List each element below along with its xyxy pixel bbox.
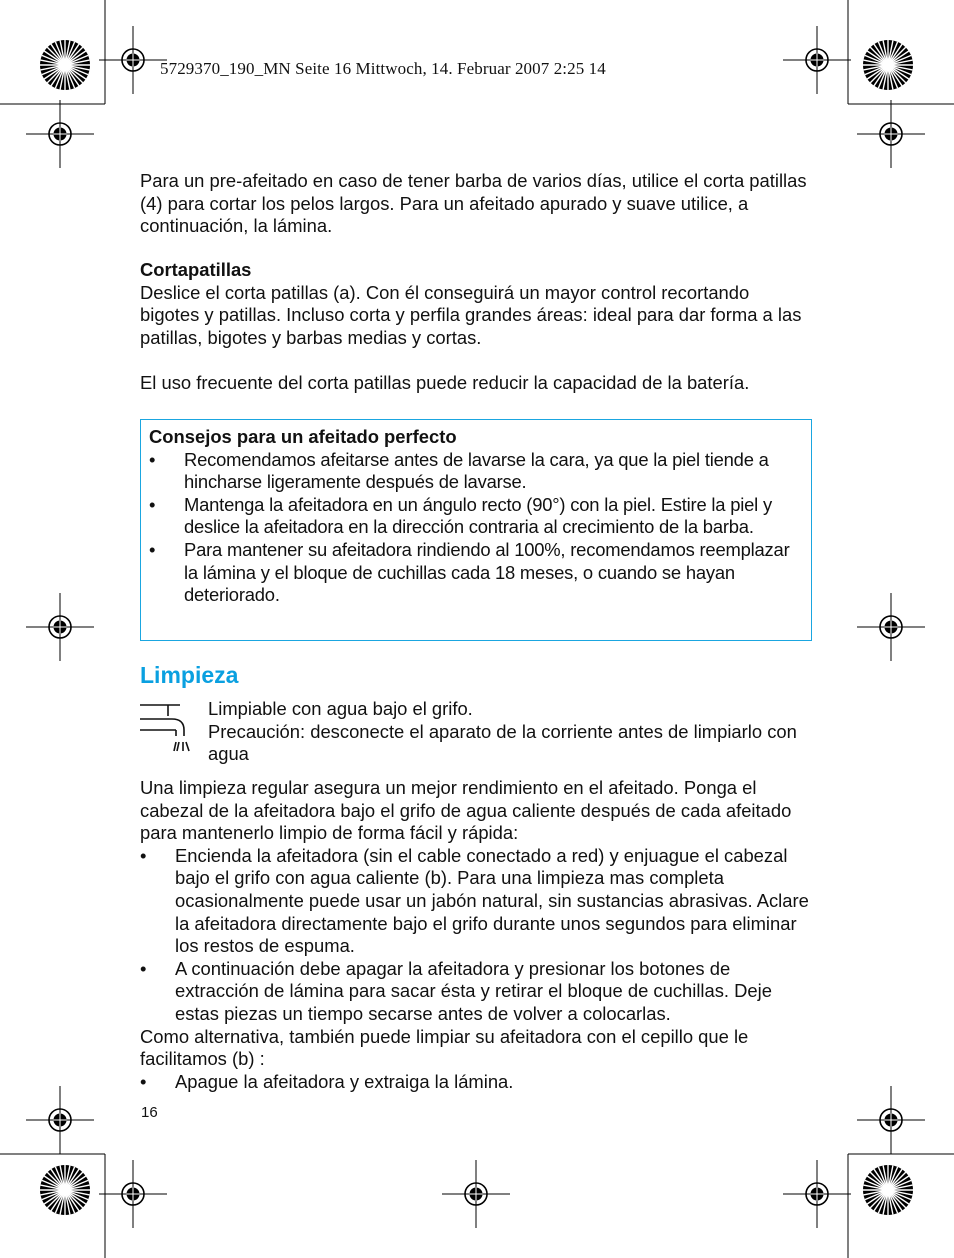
list-item [149, 449, 805, 494]
list-item [140, 1071, 812, 1094]
tap-line-2: Precaución: desconecte el aparato de la corriente antes de limpiarlo con agua [208, 720, 797, 765]
cleaning-paragraph: Una limpieza regular asegura un mejor rendimiento en el afeitado. Ponga el cabezal de la afeitadora bajo el grifo de agua caliente después de cada afeitado para mantenerlo limpio de forma fácil y rápida: [140, 777, 792, 844]
tip-text: Mantenga la afeitadora en un ángulo recto (90°) con la piel. Estire la piel y deslice la afeitadora en la dirección contraria al crecimiento de la barba. [184, 493, 772, 538]
alternative-paragraph: Como alternativa, también puede limpiar su afeitadora con el cepillo que le facilitamos (b) : [140, 1025, 749, 1070]
tap-instructions [208, 698, 812, 766]
list-item [140, 958, 812, 1026]
cortapatillas-paragraph: Deslice el corta patillas (a). Con él conseguirá un mayor control recortando bigotes y patillas. Incluso corta y perfila grandes áreas: ideal para dar forma a las patillas, bigotes y barbas medias y cortas. [140, 281, 802, 348]
tips-box [140, 419, 812, 641]
list-item [149, 539, 805, 607]
bullet-icon: • [140, 1070, 147, 1092]
bullet-icon: • [140, 957, 147, 979]
tip-text: Para mantener su afeitadora rindiendo al 100%, recomendamos reemplazar la lámina y el bloque de cuchillas cada 18 meses, o cuando se hayan deteriorado. [184, 538, 790, 606]
battery-note-text: El uso frecuente del corta patillas puede reducir la capacidad de la batería. [140, 372, 750, 393]
tap-line-1: Limpiable con agua bajo el grifo. [208, 698, 473, 719]
water-tap-icon [138, 700, 194, 754]
cleaning-step: Apague la afeitadora y extraiga la lámina. [175, 1070, 514, 1092]
print-header: 5729370_190_MN Seite 16 Mittwoch, 14. Februar 2007 2:25 14 [160, 59, 606, 78]
cleaning-step: Encienda la afeitadora (sin el cable conectado a red) y enjuague el cabezal bajo el grifo con agua caliente (b). Para una limpieza mas completa ocasionalmente puede usar un jabón natural, sin sustancias abrasivas. Aclare la afeitadora directamente bajo el grifo durante unos segundos para eliminar los restos de espuma. [175, 844, 809, 957]
cleaning-step: A continuación debe apagar la afeitadora y presionar los botones de extracción de lámina para sacar ésta y retirar el bloque de cuchillas. Deje estas piezas un tiempo secarse antes de volver a colocarlas. [175, 957, 772, 1024]
battery-note [140, 372, 812, 395]
cortapatillas-section [140, 259, 812, 349]
tip-text: Recomendamos afeitarse antes de lavarse la cara, ya que la piel tiende a hincharse ligeramente después de lavarse. [184, 448, 769, 493]
section-title-limpieza: Limpieza [140, 662, 239, 688]
page-number: 16 [141, 1104, 158, 1121]
cortapatillas-heading: Cortapatillas [140, 259, 252, 280]
list-item [149, 494, 805, 539]
bullet-icon: • [140, 844, 147, 866]
bullet-icon: • [149, 493, 156, 515]
intro-text: Para un pre-afeitado en caso de tener barba de varios días, utilice el corta patillas (4) para cortar los pelos largos. Para un afeitado apurado y suave utilice, a continuación, la lámina. [140, 170, 807, 237]
bullet-icon: • [149, 538, 156, 560]
bullet-icon: • [149, 448, 156, 470]
list-item [140, 845, 812, 958]
intro-paragraph [140, 170, 812, 238]
cleaning-instructions [140, 777, 812, 1093]
tips-heading: Consejos para un afeitado perfecto [149, 426, 457, 447]
